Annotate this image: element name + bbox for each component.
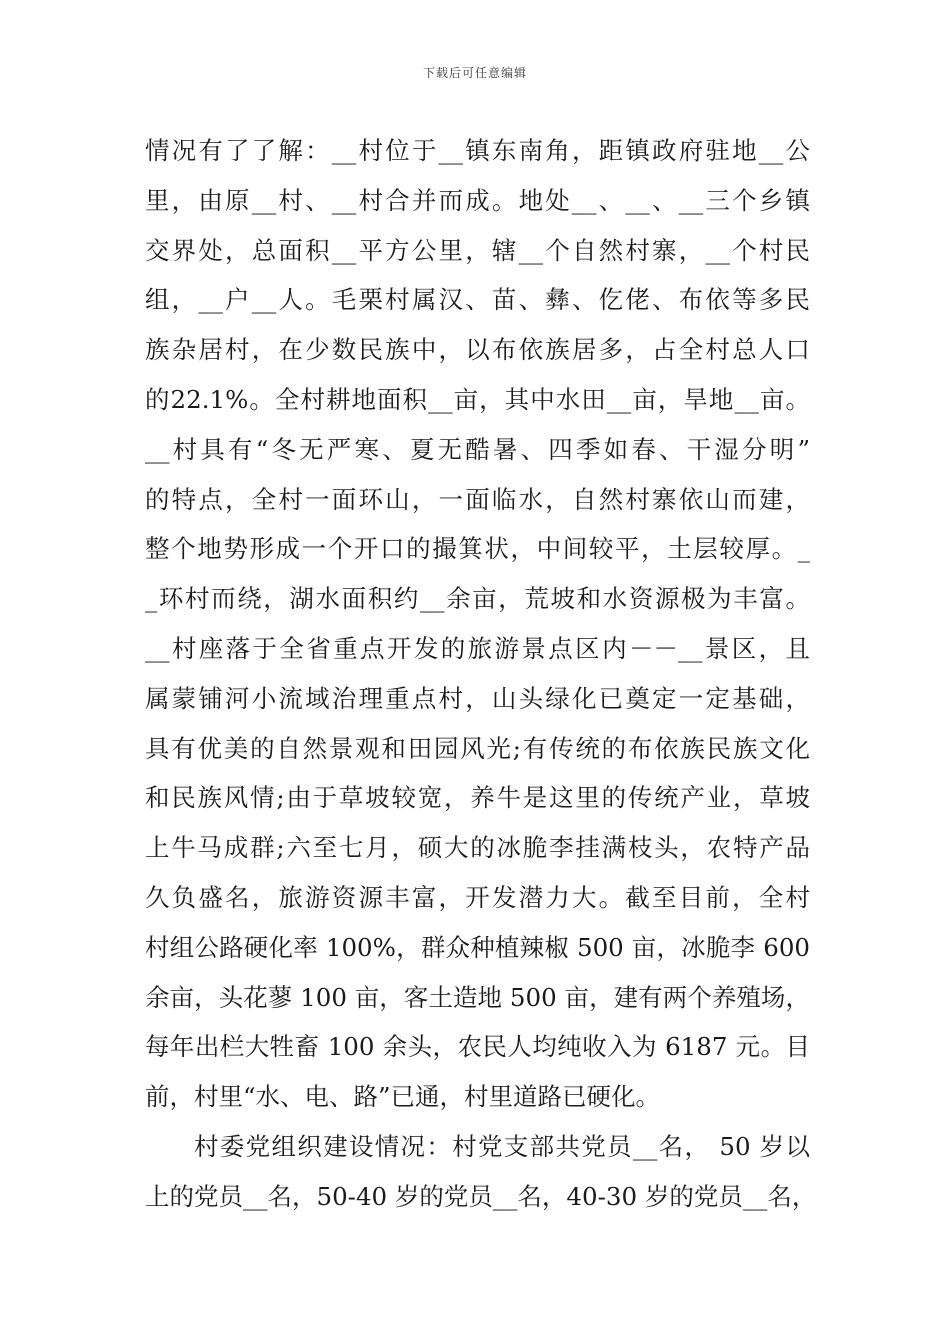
- text-line: _环村而绕，湖水面积约__余亩，荒坡和水资源极为丰富。: [145, 584, 810, 614]
- text-line: 情况有了了解：__村位于__镇东南角，距镇政府驻地__公: [145, 136, 810, 165]
- text-line: 村委党组织建设情况：村党支部共党员__名， 50 岁以: [194, 1131, 810, 1161]
- page-header: 下载后可任意编辑: [422, 66, 527, 80]
- text-line: 余亩，头花蓼 100 亩，客土造地 500 亩，建有两个养殖场，: [145, 982, 810, 1012]
- document-body: [145, 126, 817, 1222]
- text-line: 和民族风情;由于草坡较宽，养牛是这里的传统产业，草坡: [145, 783, 810, 813]
- text-line: 具有优美的自然景观和田园风光;有传统的布依族民族文化: [145, 733, 810, 763]
- text-line: 久负盛名，旅游资源丰富，开发潜力大。截至目前，全村: [145, 882, 810, 912]
- text-line: __村具有“冬无严寒、夏无酷暑、四季如春、干湿分明”: [145, 434, 810, 464]
- text-line: 交界处，总面积__平方公里，辖__个自然村寨，__个村民: [145, 235, 810, 265]
- text-line: 的22.1%。全村耕地面积__亩，其中水田__亩，旱地__亩。: [145, 384, 810, 414]
- text-line: 里，由原__村、__村合并而成。地处__、__、__三个乡镇: [145, 185, 810, 215]
- paragraph-party-organization: [145, 1122, 817, 1222]
- paragraph-village-overview: [145, 126, 810, 1122]
- text-line: 族杂居村，在少数民族中，以布依族居多，占全村总人口: [145, 335, 810, 365]
- text-line: 的特点，全村一面环山，一面临水，自然村寨依山而建，: [145, 484, 810, 514]
- text-line: 整个地势形成一个开口的撮箕状，中间较平，土层较厚。_: [145, 534, 810, 564]
- text-line: 村组公路硬化率 100%，群众种植辣椒 500 亩，冰脆李 600: [145, 932, 810, 962]
- text-line: 上的党员__名，50-40 岁的党员__名，40-30 岁的党员__名，: [145, 1181, 817, 1211]
- text-line: 上牛马成群;六至七月，硕大的冰脆李挂满枝头，农特产品: [145, 833, 810, 863]
- text-line: 前，村里“水、电、路”已通，村里道路已硬化。: [145, 1082, 661, 1112]
- text-line: 每年出栏大牲畜 100 余头，农民人均纯收入为 6187 元。目: [145, 1032, 810, 1062]
- text-line: 属蒙铺河小流域治理重点村，山头绿化已奠定一定基础，: [145, 683, 810, 713]
- text-line: 组，__户__人。毛栗村属汉、苗、彝、仡佬、布依等多民: [145, 285, 810, 315]
- text-line: __村座落于全省重点开发的旅游景点区内－－__景区，且: [145, 633, 810, 663]
